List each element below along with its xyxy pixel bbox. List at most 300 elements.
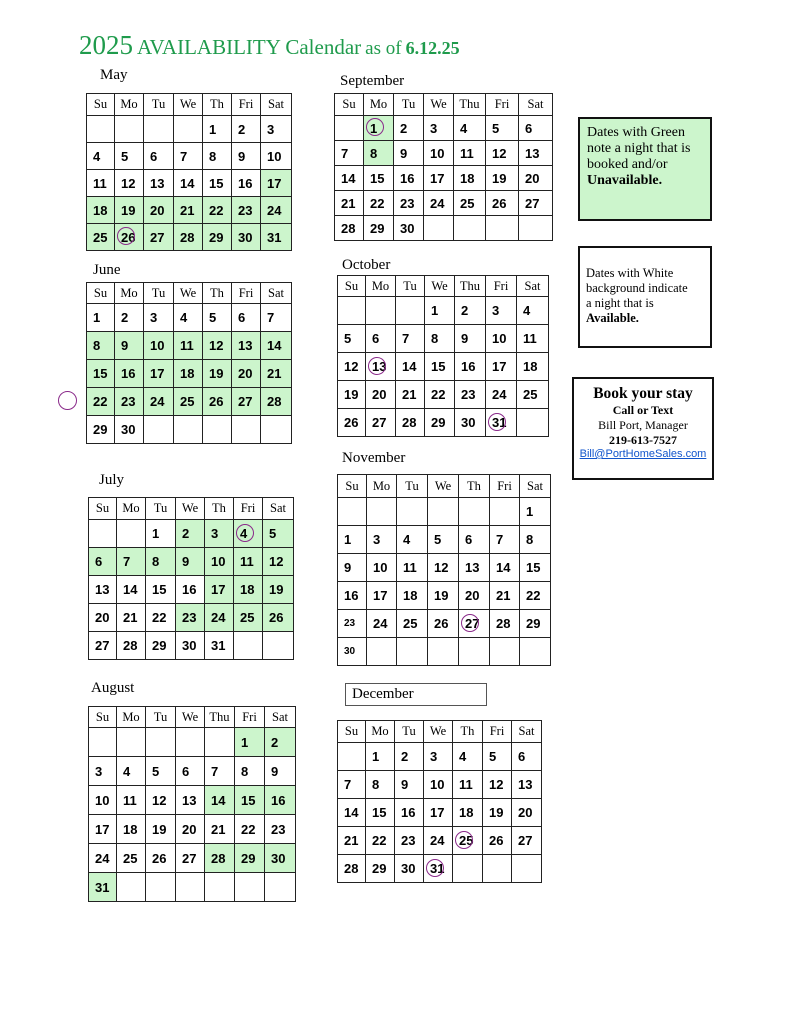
day-number: 2 [271,734,279,750]
available-day-cell [366,743,395,771]
available-day-cell [395,855,424,883]
day-number: 27 [150,229,165,245]
day-number: 8 [209,148,217,164]
day-number: 24 [95,850,110,866]
day-number: 22 [370,195,385,211]
day-number: 30 [461,415,476,430]
booked-day-cell [203,332,232,360]
day-number: 19 [489,805,504,820]
available-day-cell [176,576,205,604]
available-day-cell [338,409,366,437]
booked-day-cell [174,388,203,416]
available-day-cell [455,381,486,409]
week-row [338,855,542,883]
available-day-cell [115,143,144,170]
contact-phone: 219-613-7527 [609,433,677,447]
weekday-header: Tu [144,283,174,304]
available-day-cell [146,632,176,660]
weekday-header: Su [338,721,366,743]
calendar-june [86,282,292,444]
available-day-cell [203,170,232,197]
weekday-header: Tu [394,94,424,116]
week-row [89,632,294,660]
day-number: 13 [525,145,540,161]
week-row [338,409,549,437]
available-day-cell [490,610,520,638]
available-day-cell [424,855,453,883]
day-number: 16 [238,175,253,191]
booked-day-cell [234,520,263,548]
weekday-header: Mo [364,94,394,116]
weekday-header: Sat [520,475,551,498]
weekday-header: We [174,94,203,116]
day-number: 8 [370,145,378,161]
week-row [87,388,292,416]
available-day-cell [146,520,176,548]
week-row [338,353,549,381]
title-date: 6.12.25 [405,38,460,58]
day-number: 11 [180,338,194,353]
day-number: 15 [431,359,446,374]
day-number: 29 [241,850,256,866]
available-day-cell [144,304,174,332]
available-day-cell [176,844,205,873]
day-number: 30 [182,638,197,653]
weekday-header-row [89,498,294,520]
day-number: 4 [240,526,248,541]
day-number: 5 [152,763,160,779]
available-day-cell [203,116,232,143]
available-day-cell [89,786,117,815]
available-day-cell [176,815,205,844]
booked-day-cell [174,360,203,388]
calendar-october [337,275,549,437]
weekday-header: Th [203,94,232,116]
day-number: 24 [430,833,445,848]
available-day-cell [146,844,176,873]
day-number: 15 [241,792,256,808]
circle-marker [461,614,479,632]
weekday-header: Fri [486,276,517,297]
day-number: 22 [431,387,446,402]
booked-day-cell [235,786,265,815]
weekday-header: We [424,94,454,116]
contact-email-link[interactable]: Bill@PortHomeSales.com [579,448,707,460]
available-day-cell [87,170,115,197]
booked-day-cell [234,548,263,576]
day-number: 12 [344,359,359,374]
day-number: 7 [267,310,275,325]
available-day-cell [338,827,366,855]
available-day-cell [425,409,455,437]
booked-day-cell [144,224,174,251]
day-number: 17 [267,175,282,191]
day-number: 10 [373,560,388,575]
booked-day-cell [205,548,234,576]
day-number: 19 [344,387,359,402]
day-number: 22 [209,202,224,218]
available-day-cell [205,757,235,786]
booked-day-cell [89,548,117,576]
empty-day-cell [367,498,397,526]
available-day-cell [261,143,292,170]
day-number: 2 [238,121,246,137]
available-day-cell [87,143,115,170]
day-number: 7 [496,532,504,547]
day-number: 13 [182,792,197,808]
day-number: 18 [460,170,475,186]
day-number: 3 [211,526,219,541]
empty-day-cell [234,632,263,660]
available-day-cell [146,786,176,815]
booked-day-cell [205,844,235,873]
day-number: 7 [341,145,349,161]
empty-day-cell [89,520,117,548]
available-day-cell [396,381,425,409]
day-number: 8 [526,532,534,547]
day-number: 17 [150,366,165,381]
day-number: 10 [211,554,226,569]
booked-day-cell [87,332,115,360]
available-day-cell [117,844,146,873]
available-day-cell [486,166,519,191]
booked-day-cell [265,728,296,757]
circle-marker [117,227,135,245]
legend-available-line: background indicate [586,281,688,295]
day-number: 7 [180,148,188,164]
week-row [335,116,553,141]
weekday-header-row [87,283,292,304]
day-number: 1 [431,303,439,318]
empty-day-cell [512,855,542,883]
day-number: 17 [211,582,226,597]
weekday-header: Thu [205,707,235,728]
day-number: 18 [240,582,255,597]
day-number: 5 [492,120,500,136]
weekday-header: Su [338,475,367,498]
available-day-cell [146,576,176,604]
day-number: 16 [182,582,197,597]
empty-day-cell [338,297,366,325]
day-number: 18 [523,359,538,374]
empty-day-cell [519,216,553,241]
available-day-cell [395,771,424,799]
available-day-cell [367,554,397,582]
weekday-header: Tu [395,721,424,743]
booked-day-cell [87,388,115,416]
day-number: 9 [271,763,279,779]
day-number: 25 [123,850,138,866]
day-number: 1 [241,734,249,750]
day-number: 22 [152,610,167,625]
day-number: 16 [401,805,416,820]
day-number: 16 [121,366,136,381]
available-day-cell [117,815,146,844]
available-day-cell [486,325,517,353]
available-day-cell [338,325,366,353]
available-day-cell [454,116,486,141]
day-number: 29 [431,415,446,430]
circle-marker [368,357,386,375]
available-day-cell [87,416,115,444]
day-number: 27 [525,195,540,211]
day-number: 27 [518,833,533,848]
legend-available-line: Dates with White [586,266,674,280]
booked-day-cell [87,224,115,251]
week-row [338,638,551,666]
day-number: 13 [518,777,533,792]
available-day-cell [146,757,176,786]
day-number: 4 [180,310,188,325]
day-number: 8 [152,554,160,569]
weekday-header: We [176,707,205,728]
calendar-september [334,93,553,241]
week-row [87,416,292,444]
month-title-september: September [340,73,405,89]
empty-day-cell [428,498,459,526]
day-number: 22 [241,821,256,837]
weekday-header: Sat [263,498,294,520]
day-number: 30 [271,850,286,866]
available-day-cell [512,799,542,827]
available-day-cell [394,216,424,241]
day-number: 21 [344,833,359,848]
weekday-header: Mo [117,498,146,520]
day-number: 16 [461,359,476,374]
title-as-of: as of [365,38,402,59]
day-number: 19 [492,170,507,186]
available-day-cell [367,526,397,554]
day-number: 21 [402,387,417,402]
day-number: 25 [460,195,475,211]
day-number: 13 [465,560,480,575]
weekday-header: Tu [397,475,428,498]
day-number: 5 [269,526,277,541]
booked-day-cell [263,604,294,632]
empty-day-cell [87,116,115,143]
booked-day-cell [115,332,144,360]
available-day-cell [490,582,520,610]
weekday-header-row [87,94,292,116]
day-number: 20 [238,366,253,381]
available-day-cell [366,799,395,827]
available-day-cell [483,771,512,799]
week-row [89,815,296,844]
day-number: 14 [267,338,282,353]
available-day-cell [397,582,428,610]
booked-day-cell [203,224,232,251]
calendar-august [88,706,296,902]
week-row [89,873,296,902]
available-day-cell [483,827,512,855]
day-number: 10 [267,148,282,164]
available-day-cell [117,604,146,632]
week-row [87,143,292,170]
day-number: 12 [492,145,507,161]
available-day-cell [519,191,553,216]
available-day-cell [117,632,146,660]
week-row [87,170,292,197]
week-row [338,610,551,638]
available-day-cell [115,170,144,197]
day-number: 31 [267,229,282,245]
week-row [335,141,553,166]
available-day-cell [424,191,454,216]
available-day-cell [203,143,232,170]
available-day-cell [520,554,551,582]
circle-marker [488,413,506,431]
available-day-cell [366,353,396,381]
week-row [338,526,551,554]
day-number: 6 [465,532,473,547]
available-day-cell [486,191,519,216]
available-day-cell [335,216,364,241]
calendar-november [337,474,551,666]
day-number: 4 [93,148,101,164]
day-number: 3 [150,310,158,325]
available-day-cell [232,304,261,332]
day-number: 19 [209,366,224,381]
booked-day-cell [261,197,292,224]
empty-day-cell [174,416,203,444]
day-number: 4 [403,532,411,547]
available-day-cell [235,757,265,786]
day-number: 13 [238,338,253,353]
weekday-header: We [424,721,453,743]
available-day-cell [203,304,232,332]
day-number: 21 [180,202,195,218]
empty-day-cell [335,116,364,141]
calendar-december [337,720,542,883]
weekday-header: Sat [519,94,553,116]
day-number: 8 [241,763,249,779]
day-number: 24 [267,202,282,218]
weekday-header: Sat [517,276,549,297]
week-row [338,827,542,855]
circle-marker [426,859,444,877]
booked-day-cell [364,141,394,166]
day-number: 26 [489,833,504,848]
day-number: 26 [209,394,224,409]
day-number: 9 [400,145,408,161]
legend-booked-line: note a night that is [587,141,691,156]
empty-day-cell [235,873,265,902]
empty-day-cell [338,743,366,771]
booked-day-cell [205,786,235,815]
day-number: 4 [123,763,131,779]
empty-day-cell [144,416,174,444]
day-number: 10 [430,145,445,161]
month-title-june: June [93,262,121,278]
day-number: 14 [402,359,417,374]
weekday-header: Mo [366,276,396,297]
day-number: 17 [95,821,110,837]
day-number: 14 [123,582,138,597]
available-day-cell [424,141,454,166]
available-day-cell [486,116,519,141]
day-number: 10 [492,331,507,346]
available-day-cell [486,353,517,381]
available-day-cell [486,381,517,409]
day-number: 9 [461,331,469,346]
empty-day-cell [205,873,235,902]
available-day-cell [89,757,117,786]
booked-day-cell [176,604,205,632]
booked-day-cell [174,197,203,224]
day-number: 31 [430,861,445,876]
empty-day-cell [174,116,203,143]
weekday-header-row [89,707,296,728]
day-number: 23 [238,202,253,218]
day-number: 2 [121,310,129,325]
contact-subheading: Call or Text [612,403,674,417]
day-number: 26 [121,229,136,245]
week-row [87,197,292,224]
week-row [335,191,553,216]
empty-day-cell [490,498,520,526]
month-title-may: May [100,67,128,83]
day-number: 4 [523,303,531,318]
day-number: 15 [370,170,385,186]
booked-day-cell [261,170,292,197]
day-number: 21 [267,366,282,381]
weekday-header: Fri [234,498,263,520]
booked-day-cell [265,844,296,873]
available-day-cell [424,827,453,855]
weekday-header: Th [205,498,234,520]
available-day-cell [366,855,395,883]
available-day-cell [265,815,296,844]
weekday-header-row [338,475,551,498]
available-day-cell [338,582,367,610]
page-title [79,30,460,61]
weekday-header: Tu [146,498,176,520]
available-day-cell [205,632,234,660]
available-day-cell [235,815,265,844]
empty-day-cell [146,873,176,902]
day-number: 27 [238,394,253,409]
available-day-cell [424,771,453,799]
day-number: 27 [182,850,197,866]
day-number: 13 [150,175,165,191]
week-row [87,360,292,388]
available-day-cell [174,304,203,332]
available-day-cell [89,604,117,632]
empty-day-cell [459,638,490,666]
day-number: 30 [344,646,356,657]
day-number: 13 [95,582,110,597]
day-number: 26 [492,195,507,211]
day-number: 30 [121,422,136,437]
available-day-cell [490,526,520,554]
day-number: 28 [341,220,356,236]
booked-day-cell [89,873,117,902]
day-number: 5 [121,148,129,164]
day-number: 22 [93,394,108,409]
available-day-cell [364,191,394,216]
day-number: 12 [489,777,504,792]
available-day-cell [176,632,205,660]
day-number: 26 [434,616,449,631]
calendar-july [88,497,294,660]
available-day-cell [395,799,424,827]
weekday-header-row [335,94,553,116]
available-day-cell [395,743,424,771]
available-day-cell [115,304,144,332]
day-number: 28 [344,861,359,876]
booked-day-cell [87,360,115,388]
day-number: 20 [518,805,533,820]
